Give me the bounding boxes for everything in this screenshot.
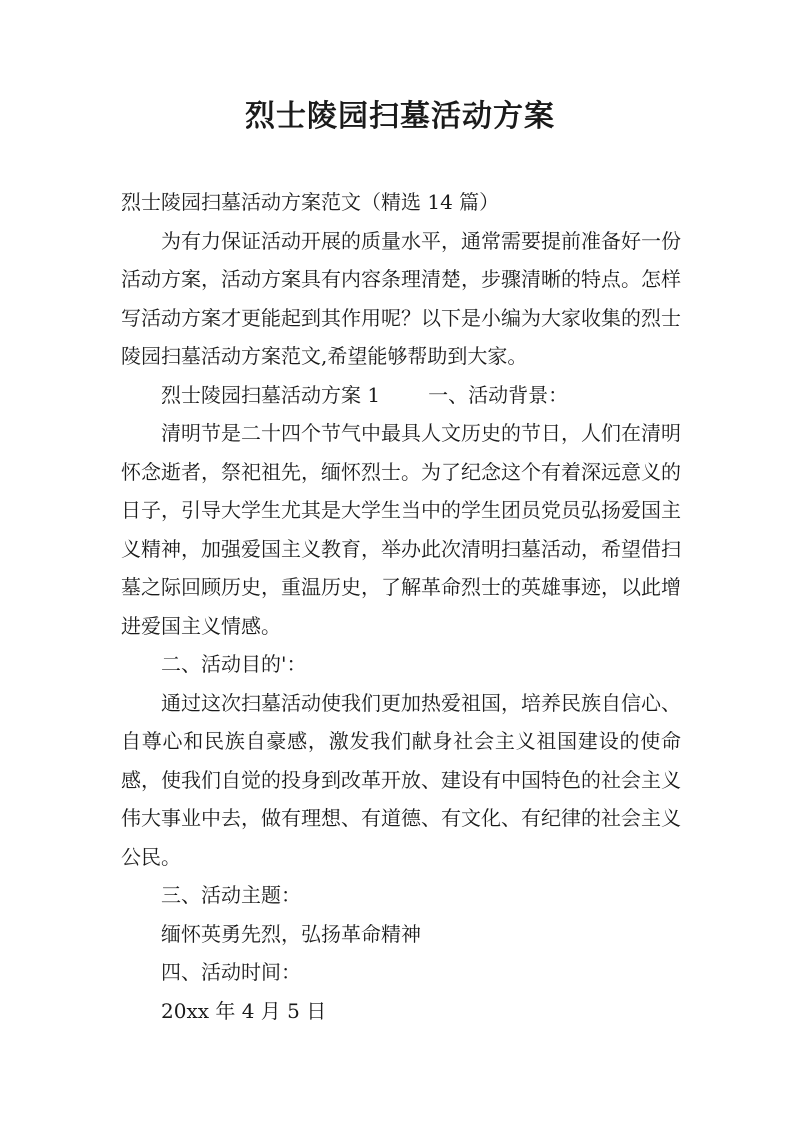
document-body — [121, 183, 681, 1030]
section-2-heading: 二、活动目的'： — [161, 652, 307, 676]
section-2-paragraph: 通过这次扫墓活动使我们更加热爱祖国，培养民族自信心、自尊心和民族自豪感，激发我们献身社会主义祖国建设的使命感，使我们自觉的投身到改革开放、建设有中国特色的社会主义伟大事业中去，做有理想、有道德、有文化、有纪律的社会主义公民。 — [121, 690, 681, 869]
section-3-heading: 三、活动主题： — [161, 883, 301, 907]
document-title: 烈士陵园扫墓活动方案 — [245, 99, 555, 134]
section-4-heading: 四、活动时间： — [161, 960, 301, 984]
section-1-heading: 一、活动背景： — [428, 382, 569, 407]
document-subtitle: 烈士陵园扫墓活动方案范文（精选 14 篇） — [121, 190, 500, 214]
section-1-header-line — [121, 376, 681, 415]
section-4-paragraph: 20xx 年 4 月 5 日 — [161, 998, 327, 1023]
section-1-paragraph: 清明节是二十四个节气中最具人文历史的节日，人们在清明怀念逝者，祭祀祖先，缅怀烈士。为了纪念这个有着深远意义的日子，引导大学生尤其是大学生当中的学生团员党员弘扬爱国主义精神，加强爱国主义教育，举办此次清明扫墓活动，希望借扫墓之际回顾历史，重温历史，了解革命烈士的英雄事迹，以此增进爱国主义情感。 — [121, 421, 681, 638]
intro-paragraph: 为有力保证活动开展的质量水平，通常需要提前准备好一份活动方案，活动方案具有内容条理清楚，步骤清晰的特点。怎样写活动方案才更能起到其作用呢？以下是小编为大家收集的烈士陵园扫墓活动方案范文,希望能够帮助到大家。 — [121, 228, 681, 368]
section-3-paragraph: 缅怀英勇先烈，弘扬革命精神 — [161, 921, 421, 946]
section-1-label: 烈士陵园扫墓活动方案 1 — [161, 382, 381, 407]
